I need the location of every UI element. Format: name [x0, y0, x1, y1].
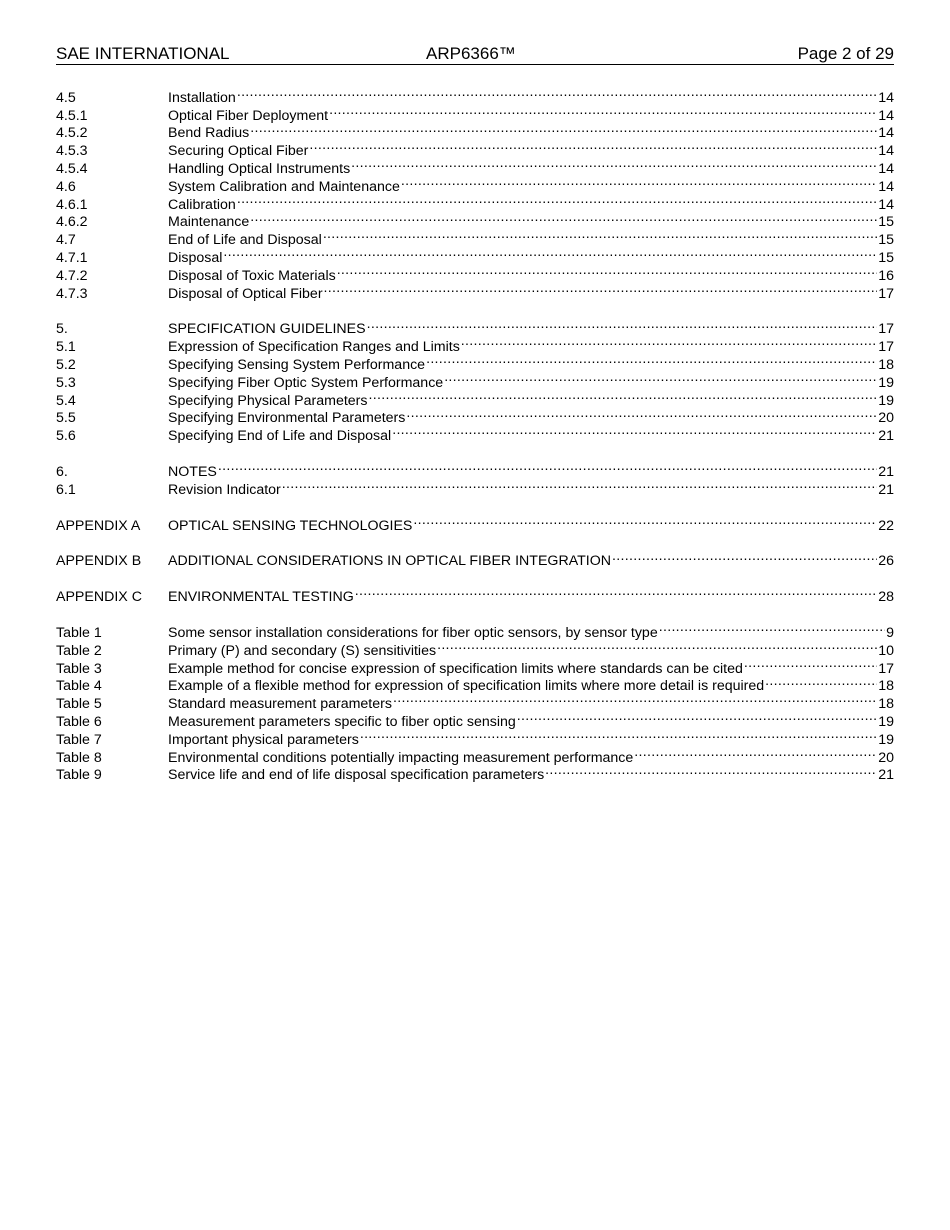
toc-dot-leader — [437, 637, 877, 655]
toc-dot-leader — [282, 476, 877, 494]
toc-group — [56, 84, 894, 302]
toc-entry-title: Specifying Environmental Parameters — [168, 410, 406, 427]
toc-dot-leader — [237, 191, 877, 209]
toc-dot-leader — [393, 690, 877, 708]
toc-entry-number: 4.6.1 — [56, 196, 88, 213]
toc-entry-title: Environmental conditions potentially impacting measurement performance — [168, 749, 634, 766]
toc-entry-title: NOTES — [168, 463, 217, 480]
toc-dot-leader — [369, 387, 878, 405]
toc-entry-title: SPECIFICATION GUIDELINES — [168, 321, 366, 338]
header-page-number: Page 2 of 29 — [797, 44, 894, 63]
toc-dot-leader — [351, 155, 877, 173]
toc-entry-title: Calibration — [168, 196, 236, 213]
toc-entry-title: Example method for concise expression of specification limits where standards can be cited — [168, 660, 743, 677]
toc-dot-leader — [461, 333, 877, 351]
toc-dot-leader — [324, 280, 878, 298]
toc-dot-leader — [545, 762, 877, 780]
toc-dot-leader — [237, 84, 877, 102]
page-header — [56, 44, 894, 65]
toc-entry-page: 14 — [878, 196, 894, 213]
toc-entry-title: Installation — [168, 89, 236, 106]
toc-dot-leader — [392, 422, 877, 440]
toc-entry-title: Specifying Physical Parameters — [168, 392, 368, 409]
toc-entry-number: 4.5.1 — [56, 107, 88, 124]
toc-entry-page: 14 — [878, 160, 894, 177]
toc-entry-title: ADDITIONAL CONSIDERATIONS IN OPTICAL FIBER INTEGRATION — [168, 553, 612, 570]
toc-group — [56, 458, 894, 498]
toc-dot-leader — [634, 744, 877, 762]
toc-entry-page: 26 — [878, 553, 894, 570]
toc-entry-page: 20 — [878, 410, 894, 427]
toc-entry-number: 5.5 — [56, 410, 76, 427]
toc-entry-page: 16 — [878, 267, 894, 284]
toc-entry-title: Important physical parameters — [168, 731, 359, 748]
toc-entry-number: 4.7 — [56, 232, 76, 249]
toc-dot-leader — [323, 226, 877, 244]
toc-dot-leader — [744, 655, 877, 673]
toc-dot-leader — [309, 137, 877, 155]
toc-entry-title: Measurement parameters specific to fiber optic sensing — [168, 713, 516, 730]
toc-entry-number: APPENDIX A — [56, 517, 141, 534]
toc-entry-page: 18 — [878, 356, 894, 373]
toc-entry-page: 14 — [878, 143, 894, 160]
toc-entry-page: 10 — [878, 642, 894, 659]
toc-entry-title: Revision Indicator — [168, 481, 281, 498]
toc-entry-title: Disposal of Optical Fiber — [168, 285, 323, 302]
toc-entry-title: Example of a flexible method for expression of specification limits where more detail is required — [168, 678, 765, 695]
toc-entry-number: Table 5 — [56, 696, 102, 713]
toc-group — [56, 316, 894, 445]
toc-entry-page: 14 — [878, 107, 894, 124]
toc-dot-leader — [517, 708, 877, 726]
toc-entry-title: Specifying Sensing System Performance — [168, 356, 426, 373]
toc-entry-title: Standard measurement parameters — [168, 696, 392, 713]
toc-entry-number: Table 2 — [56, 642, 102, 659]
toc-entry-title: Optical Fiber Deployment — [168, 107, 329, 124]
toc-entry-page: 17 — [878, 339, 894, 356]
header-doc-id: ARP6366™ — [426, 44, 516, 63]
toc-entry-page: 21 — [878, 767, 894, 784]
toc-dot-leader — [250, 209, 877, 227]
toc-entry-number: 4.7.1 — [56, 249, 88, 266]
toc-dot-leader — [426, 351, 877, 369]
toc-entry-title: Maintenance — [168, 214, 250, 231]
toc-dot-leader — [218, 458, 877, 476]
toc-dot-leader — [401, 173, 877, 191]
toc-entry-title: Bend Radius — [168, 125, 250, 142]
toc-entry-number: 4.7.3 — [56, 285, 88, 302]
toc-entry-title: System Calibration and Maintenance — [168, 178, 400, 195]
toc-entry-title: Disposal of Toxic Materials — [168, 267, 336, 284]
toc-entry-page: 19 — [878, 731, 894, 748]
toc-entry-page: 17 — [878, 321, 894, 338]
toc-entry-page: 20 — [878, 749, 894, 766]
toc-entry[interactable] — [56, 458, 894, 480]
toc-dot-leader — [444, 369, 877, 387]
toc-entry-number: Table 1 — [56, 624, 102, 641]
toc-entry-page: 15 — [878, 249, 894, 266]
toc-entry-title: Primary (P) and secondary (S) sensitivities — [168, 642, 437, 659]
toc-entry-number: 5.1 — [56, 339, 76, 356]
header-org: SAE INTERNATIONAL — [56, 44, 230, 63]
toc-entry-number: 6.1 — [56, 481, 76, 498]
toc-entry-number: 5.4 — [56, 392, 76, 409]
toc-entry-number: 4.7.2 — [56, 267, 88, 284]
toc-entry-page: 21 — [878, 463, 894, 480]
toc-group — [56, 548, 894, 570]
toc-entry-title: Service life and end of life disposal specification parameters — [168, 767, 545, 784]
toc-entry-number: Table 9 — [56, 767, 102, 784]
toc-entry-number: Table 3 — [56, 660, 102, 677]
table-of-contents — [56, 84, 894, 784]
toc-entry-number: APPENDIX C — [56, 589, 142, 606]
toc-entry-page: 22 — [878, 517, 894, 534]
toc-entry-page: 18 — [878, 696, 894, 713]
toc-entry-title: Disposal — [168, 249, 223, 266]
toc-entry-page: 17 — [878, 660, 894, 677]
toc-entry-title: Specifying Fiber Optic System Performance — [168, 374, 444, 391]
toc-dot-leader — [223, 244, 877, 262]
toc-dot-leader — [329, 102, 877, 120]
toc-entry-number: 4.5 — [56, 89, 76, 106]
toc-entry-title: Expression of Specification Ranges and Limits — [168, 339, 460, 356]
toc-entry-number: Table 6 — [56, 713, 102, 730]
toc-entry-title: End of Life and Disposal — [168, 232, 322, 249]
toc-entry-number: Table 8 — [56, 749, 102, 766]
toc-entry-number: 4.5.2 — [56, 125, 88, 142]
toc-entry-number: 4.5.4 — [56, 160, 88, 177]
toc-entry-number: 4.6 — [56, 178, 76, 195]
toc-group — [56, 512, 894, 534]
toc-group — [56, 583, 894, 606]
toc-entry-page: 14 — [878, 89, 894, 106]
toc-entry-number: Table 4 — [56, 678, 102, 695]
toc-entry-page: 21 — [878, 481, 894, 498]
toc-entry-number: 4.5.3 — [56, 143, 88, 160]
toc-entry-page: 28 — [878, 589, 894, 606]
toc-entry-title: Specifying End of Life and Disposal — [168, 428, 392, 445]
toc-entry[interactable] — [56, 512, 894, 534]
toc-entry-number: Table 7 — [56, 731, 102, 748]
toc-entry-page: 18 — [878, 678, 894, 695]
toc-entry-number: 5.3 — [56, 374, 76, 391]
toc-entry-title: OPTICAL SENSING TECHNOLOGIES — [168, 517, 413, 534]
toc-dot-leader — [337, 262, 878, 280]
toc-dot-leader — [612, 548, 877, 566]
toc-entry-number: 5.2 — [56, 356, 76, 373]
toc-dot-leader — [367, 316, 878, 334]
toc-entry-page: 17 — [878, 285, 894, 302]
toc-entry-page: 21 — [878, 428, 894, 445]
toc-entry[interactable] — [56, 583, 894, 606]
toc-entry-number: APPENDIX B — [56, 553, 142, 570]
toc-group — [56, 619, 894, 784]
toc-dot-leader — [360, 726, 877, 744]
toc-entry-page: 19 — [878, 392, 894, 409]
toc-entry-page: 14 — [878, 178, 894, 195]
toc-entry[interactable] — [56, 316, 894, 338]
toc-dot-leader — [765, 673, 877, 691]
toc-dot-leader — [250, 120, 877, 138]
toc-entry-title: ENVIRONMENTAL TESTING — [168, 589, 354, 606]
toc-dot-leader — [413, 512, 877, 530]
toc-entry-number: 5.6 — [56, 428, 76, 445]
toc-entry-number: 5. — [56, 321, 68, 338]
toc-entry-title: Securing Optical Fiber — [168, 143, 309, 160]
toc-entry-number: 4.6.2 — [56, 214, 88, 231]
toc-dot-leader — [355, 583, 877, 601]
toc-dot-leader — [406, 405, 877, 423]
toc-entry[interactable] — [56, 548, 894, 570]
toc-entry[interactable] — [56, 84, 894, 106]
toc-entry-title: Handling Optical Instruments — [168, 160, 351, 177]
toc-entry-page: 14 — [878, 125, 894, 142]
toc-entry-title: Some sensor installation considerations for fiber optic sensors, by sensor type — [168, 624, 658, 641]
toc-entry-page: 9 — [886, 624, 894, 641]
toc-entry-number: 6. — [56, 463, 68, 480]
toc-entry-page: 15 — [878, 214, 894, 231]
toc-dot-leader — [659, 619, 885, 637]
toc-entry-page: 19 — [878, 713, 894, 730]
toc-entry-page: 19 — [878, 374, 894, 391]
toc-entry[interactable] — [56, 619, 894, 641]
toc-entry-page: 15 — [878, 232, 894, 249]
